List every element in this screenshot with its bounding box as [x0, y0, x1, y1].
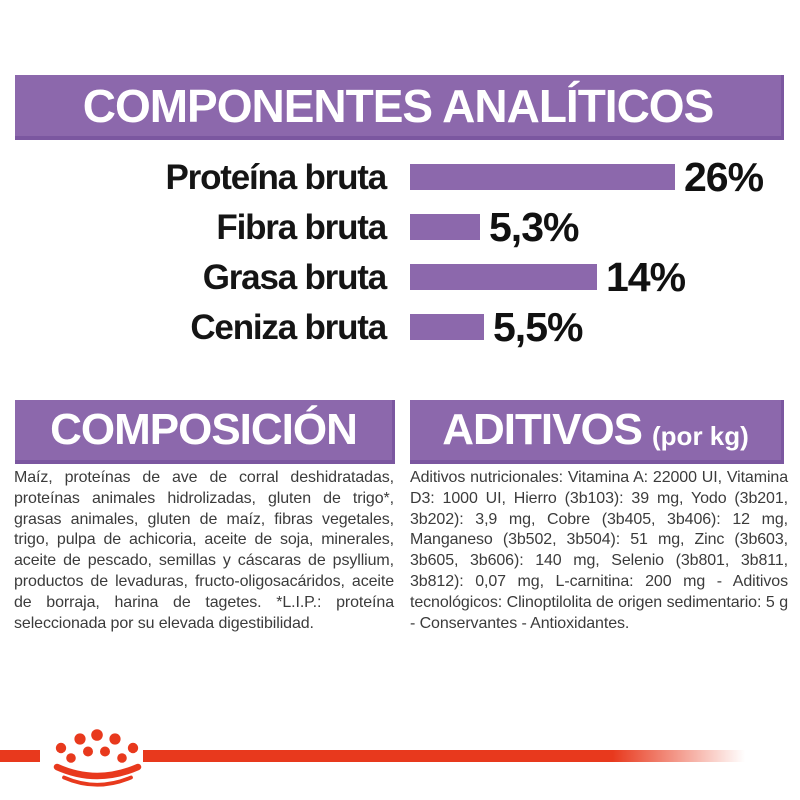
- chart-row-label: Ceniza bruta: [190, 307, 386, 347]
- additives-title: ADITIVOS: [442, 405, 643, 454]
- composition-title: COMPOSICIÓN: [50, 405, 357, 454]
- analytical-components-banner: [15, 75, 784, 140]
- additives-subtitle: (por kg): [652, 420, 749, 451]
- chart-row-label: Proteína bruta: [165, 157, 386, 197]
- chart-row-value: 26%: [684, 153, 764, 200]
- chart-bar: [410, 164, 675, 190]
- composition-banner: [15, 400, 395, 464]
- chart-bar: [410, 314, 484, 340]
- chart-row-ash: [0, 302, 800, 352]
- composition-text: Maíz, proteínas de ave de corral deshidratadas, proteínas animales hidrolizadas, gluten de trigo*, grasas animales, gluten de maíz, fibras vegetales, trigo, pulpa de achicoria, aceite de soja, minerales, aceite de pescado, semillas y cáscaras de psyllium, productos de levaduras, fructo-oligosacáridos, aceite de borraja, harina de tagetes. *L.I.P.: proteína seleccionada por su elevada digestibilidad.: [14, 469, 394, 632]
- chart-row-fibre: [0, 202, 800, 252]
- chart-row-fat: [0, 252, 800, 302]
- chart-row-protein: [0, 152, 800, 202]
- red-divider-right: [143, 750, 745, 762]
- analytical-bar-chart: [0, 152, 800, 352]
- red-divider-left: [0, 750, 40, 762]
- chart-row-value: 5,5%: [493, 303, 583, 350]
- chart-row-label: Grasa bruta: [202, 257, 386, 297]
- chart-bar: [410, 214, 480, 240]
- additives-text: Aditivos nutricionales: Vitamina A: 22000 UI, Vitamina D3: 1000 UI, Hierro (3b103): 39 mg, Yodo (3b201, 3b202): 3,9 mg, Cobre (3b405, 3b406): 12 mg, Manganeso (3b502, 3b504): 51 mg, Zinc (3b603, 3b605, 3b606): 140 mg, Selenio (3b801, 3b811, 3b812): 0,07 mg, L-carnitina: 200 mg - Aditivos tecnológicos: Clinoptilolita de origen sedimentario: 5 g - Conservantes - Antioxidantes.: [410, 469, 788, 632]
- chart-row-value: 14%: [606, 253, 686, 300]
- additives-banner: [410, 400, 784, 464]
- royal-canin-crown-logo: [50, 726, 146, 790]
- chart-bar: [410, 264, 597, 290]
- chart-row-label: Fibra bruta: [216, 207, 386, 247]
- chart-row-value: 5,3%: [489, 203, 579, 250]
- analytical-components-title: COMPONENTES ANALÍTICOS: [82, 79, 714, 132]
